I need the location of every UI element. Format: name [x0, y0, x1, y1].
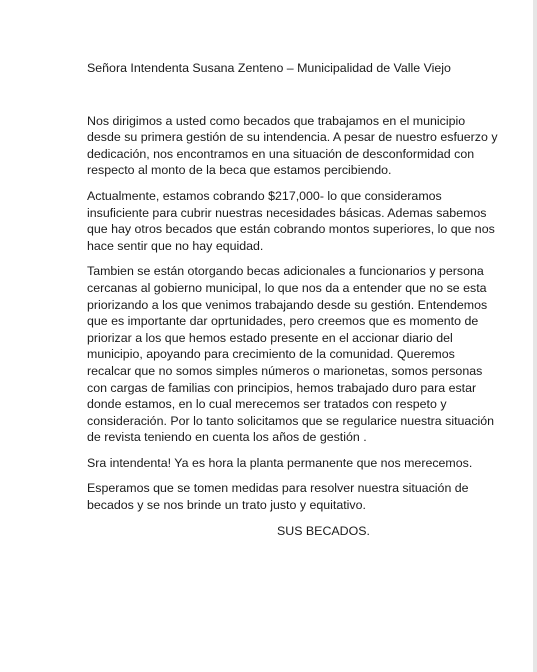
paragraph-line: consideración. Por lo tanto solicitamos que se regularice nuestra situación	[87, 413, 495, 428]
paragraph-line: priorizar a los que hemos estado presente en el accionar diario del	[87, 330, 453, 345]
paragraph-line: hace sentir que no hay equidad.	[87, 238, 264, 253]
paragraph-line: desde su primera gestión de su intendencia. A pesar de nuestro esfuerzo y	[87, 130, 498, 145]
paragraph-line: priorizando a los que venimos trabajando desde su gestión. Entendemos	[87, 297, 488, 312]
signature: SUS BECADOS.	[277, 523, 370, 538]
paragraph-line: donde estamos, en lo cual merecemos ser tratados con respeto y	[87, 397, 447, 412]
paragraph-line: dedicación, nos encontramos en una situación de desconformidad con	[87, 146, 475, 161]
paragraph-line: becados y se nos brinde un trato justo y equitativo.	[87, 498, 366, 513]
paragraph-4	[87, 455, 497, 472]
paragraph-line: con cargas de familias con principios, hemos trabajado duro para estar	[87, 380, 477, 395]
paragraph-line: Nos dirigimos a usted como becados que trabajamos en el municipio	[87, 113, 466, 128]
letter-heading: Señora Intendenta Susana Zenteno – Municipalidad de Valle Viejo	[87, 61, 451, 75]
paragraph-line: recalcar que no somos simples números o marionetas, somos personas	[87, 363, 483, 378]
paragraph-line: Tambien se están otorgando becas adicionales a funcionarios y persona	[87, 264, 484, 279]
paragraph-line: que es importante dar oprtunidades, pero creemos que es momento de	[87, 314, 479, 329]
paragraph-2	[87, 188, 497, 254]
paragraph-3	[87, 263, 497, 446]
paragraph-line: Actualmente, estamos cobrando $217,000- lo que consideramos	[87, 188, 442, 203]
paragraph-line: cercanas al gobierno municipal, lo que nos da a entender que no se esta	[87, 280, 487, 295]
paragraph-line: insuficiente para cubrir nuestras necesidades básicas. Ademas sabemos	[87, 205, 487, 220]
paragraph-line: que hay otros becados que están cobrando montos superiores, lo que nos	[87, 222, 495, 237]
paragraph-line: Sra intendenta! Ya es hora la planta permanente que nos merecemos.	[87, 455, 473, 470]
paragraph-1	[87, 113, 497, 179]
page-edge-shadow	[533, 0, 537, 672]
paragraph-line: respecto al monto de la beca que estamos percibiendo.	[87, 163, 392, 178]
paragraph-5	[87, 480, 497, 513]
paragraph-line: municipio, apoyando para crecimiento de la comunidad. Queremos	[87, 347, 455, 362]
paragraph-line: Esperamos que se tomen medidas para resolver nuestra situación de	[87, 481, 469, 496]
paragraph-line: de revista teniendo en cuenta los años de gestión .	[87, 430, 367, 445]
